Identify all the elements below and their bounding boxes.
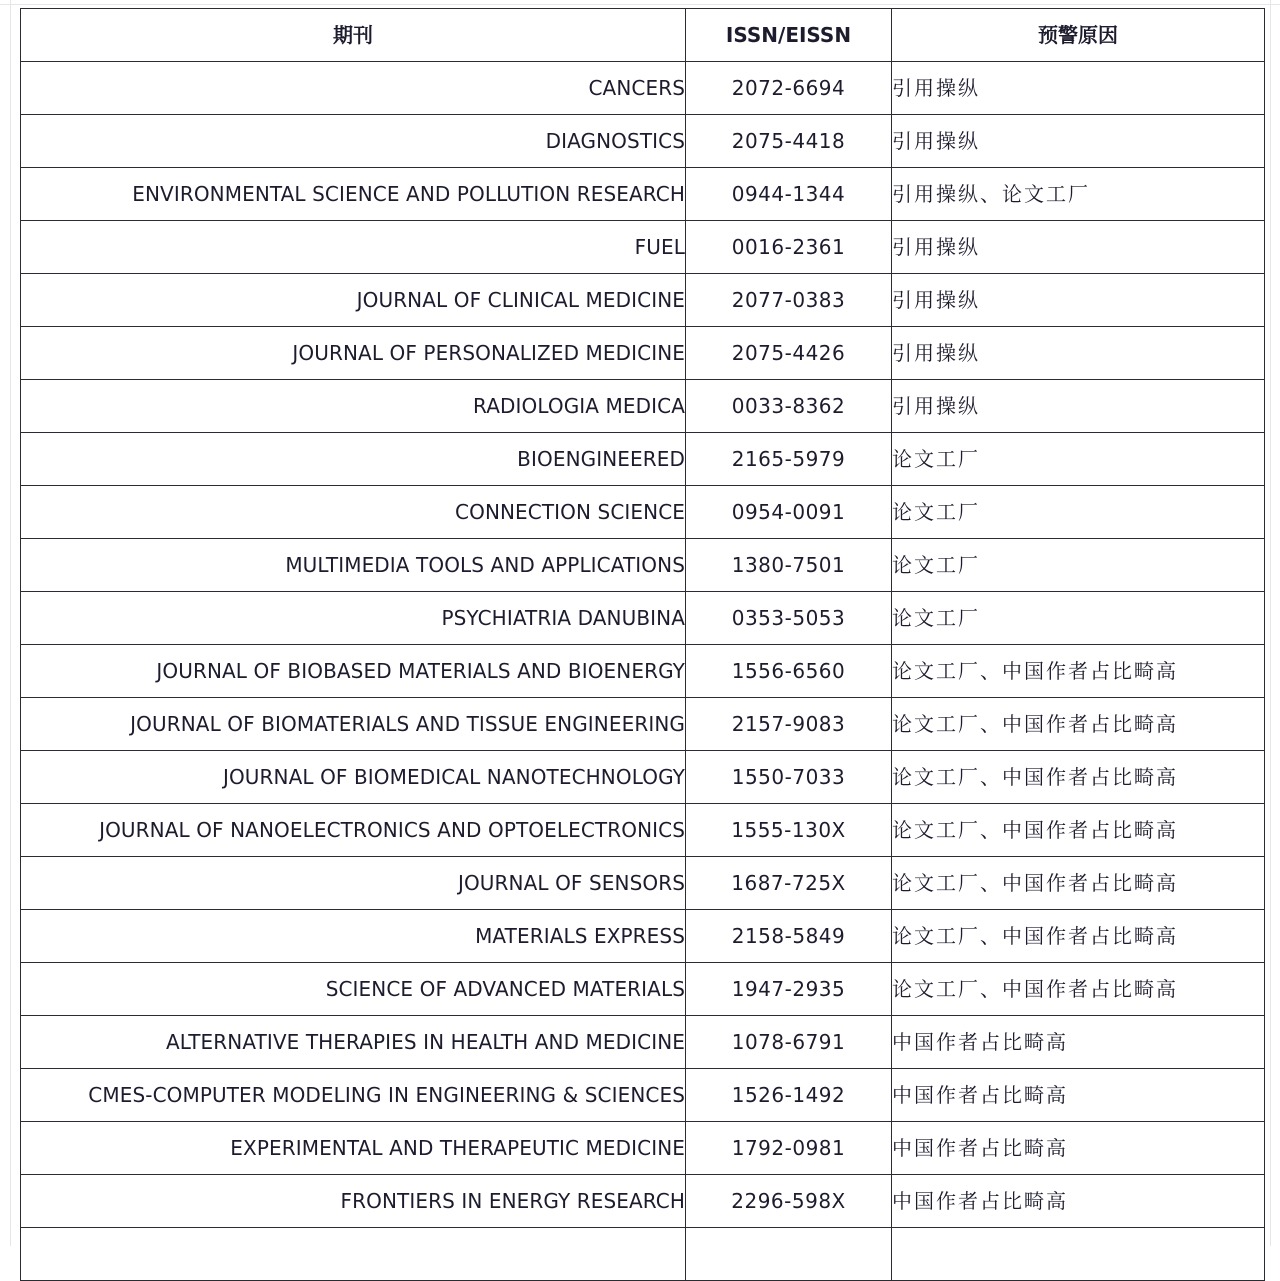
- warning-reason-cell[interactable]: 论文工厂、中国作者占比畸高: [892, 963, 1265, 1016]
- issn-cell[interactable]: 0944-1344: [686, 168, 892, 221]
- issn-cell[interactable]: 0954-0091: [686, 486, 892, 539]
- warning-reason-cell[interactable]: 论文工厂、中国作者占比畸高: [892, 698, 1265, 751]
- issn-cell[interactable]: 1526-1492: [686, 1069, 892, 1122]
- issn-cell[interactable]: 2165-5979: [686, 433, 892, 486]
- journal-name-cell[interactable]: BIOENGINEERED: [21, 433, 686, 486]
- warning-reason-cell[interactable]: 中国作者占比畸高: [892, 1175, 1265, 1228]
- table-row: [21, 62, 1265, 115]
- journal-name-cell[interactable]: CANCERS: [21, 62, 686, 115]
- table-body: [21, 62, 1265, 1281]
- table-row: [21, 1016, 1265, 1069]
- journal-name-cell[interactable]: JOURNAL OF SENSORS: [21, 857, 686, 910]
- warning-reason-cell[interactable]: 中国作者占比畸高: [892, 1069, 1265, 1122]
- table-row: [21, 698, 1265, 751]
- issn-cell[interactable]: 2157-9083: [686, 698, 892, 751]
- issn-cell[interactable]: 1556-6560: [686, 645, 892, 698]
- journal-warning-table: [20, 8, 1265, 1281]
- table-row: [21, 857, 1265, 910]
- warning-reason-cell[interactable]: 论文工厂: [892, 433, 1265, 486]
- table-row: [21, 539, 1265, 592]
- journal-name-cell[interactable]: MATERIALS EXPRESS: [21, 910, 686, 963]
- issn-cell[interactable]: 2075-4426: [686, 327, 892, 380]
- table-row: [21, 168, 1265, 221]
- issn-cell[interactable]: 2077-0383: [686, 274, 892, 327]
- table-row: [21, 1175, 1265, 1228]
- warning-reason-cell[interactable]: 论文工厂、中国作者占比畸高: [892, 857, 1265, 910]
- warning-reason-cell[interactable]: 论文工厂、中国作者占比畸高: [892, 910, 1265, 963]
- issn-cell[interactable]: 1687-725X: [686, 857, 892, 910]
- journal-name-cell[interactable]: EXPERIMENTAL AND THERAPEUTIC MEDICINE: [21, 1122, 686, 1175]
- journal-name-cell[interactable]: [21, 1228, 686, 1281]
- journal-name-cell[interactable]: FUEL: [21, 221, 686, 274]
- warning-reason-cell[interactable]: 中国作者占比畸高: [892, 1016, 1265, 1069]
- warning-reason-cell[interactable]: 论文工厂: [892, 539, 1265, 592]
- column-header-journal[interactable]: 期刊: [21, 9, 686, 62]
- issn-cell[interactable]: 1550-7033: [686, 751, 892, 804]
- warning-reason-cell[interactable]: 论文工厂: [892, 486, 1265, 539]
- warning-reason-cell[interactable]: 论文工厂、中国作者占比畸高: [892, 751, 1265, 804]
- issn-cell[interactable]: 2296-598X: [686, 1175, 892, 1228]
- warning-reason-cell[interactable]: 引用操纵: [892, 274, 1265, 327]
- table-header-row: [21, 9, 1265, 62]
- journal-name-cell[interactable]: RADIOLOGIA MEDICA: [21, 380, 686, 433]
- journal-name-cell[interactable]: CONNECTION SCIENCE: [21, 486, 686, 539]
- journal-name-cell[interactable]: FRONTIERS IN ENERGY RESEARCH: [21, 1175, 686, 1228]
- table-row: [21, 115, 1265, 168]
- table-row: [21, 274, 1265, 327]
- issn-cell[interactable]: 2075-4418: [686, 115, 892, 168]
- warning-reason-cell[interactable]: [892, 1228, 1265, 1281]
- journal-name-cell[interactable]: JOURNAL OF BIOMEDICAL NANOTECHNOLOGY: [21, 751, 686, 804]
- journal-name-cell[interactable]: ALTERNATIVE THERAPIES IN HEALTH AND MEDICINE: [21, 1016, 686, 1069]
- column-header-issn[interactable]: ISSN/EISSN: [686, 9, 892, 62]
- table-row: [21, 963, 1265, 1016]
- journal-name-cell[interactable]: JOURNAL OF NANOELECTRONICS AND OPTOELECTRONICS: [21, 804, 686, 857]
- journal-name-cell[interactable]: JOURNAL OF BIOMATERIALS AND TISSUE ENGINEERING: [21, 698, 686, 751]
- table-row: [21, 592, 1265, 645]
- warning-reason-cell[interactable]: 论文工厂: [892, 592, 1265, 645]
- issn-cell[interactable]: 1078-6791: [686, 1016, 892, 1069]
- table-row: [21, 910, 1265, 963]
- table-row: [21, 645, 1265, 698]
- sheet-gridline: [10, 0, 11, 1246]
- warning-reason-cell[interactable]: 引用操纵: [892, 62, 1265, 115]
- warning-reason-cell[interactable]: 引用操纵: [892, 221, 1265, 274]
- sheet-gridline: [0, 4, 1280, 5]
- table-row: [21, 221, 1265, 274]
- warning-reason-cell[interactable]: 引用操纵: [892, 115, 1265, 168]
- issn-cell[interactable]: 1947-2935: [686, 963, 892, 1016]
- warning-reason-cell[interactable]: 引用操纵: [892, 327, 1265, 380]
- table-row: [21, 1228, 1265, 1281]
- journal-name-cell[interactable]: SCIENCE OF ADVANCED MATERIALS: [21, 963, 686, 1016]
- table-row: [21, 1069, 1265, 1122]
- table-row: [21, 1122, 1265, 1175]
- table-row: [21, 380, 1265, 433]
- issn-cell[interactable]: 1792-0981: [686, 1122, 892, 1175]
- journal-name-cell[interactable]: JOURNAL OF PERSONALIZED MEDICINE: [21, 327, 686, 380]
- issn-cell[interactable]: 1555-130X: [686, 804, 892, 857]
- issn-cell[interactable]: [686, 1228, 892, 1281]
- journal-name-cell[interactable]: CMES-COMPUTER MODELING IN ENGINEERING & SCIENCES: [21, 1069, 686, 1122]
- journal-name-cell[interactable]: JOURNAL OF BIOBASED MATERIALS AND BIOENERGY: [21, 645, 686, 698]
- table-row: [21, 804, 1265, 857]
- journal-name-cell[interactable]: PSYCHIATRIA DANUBINA: [21, 592, 686, 645]
- table-row: [21, 327, 1265, 380]
- warning-reason-cell[interactable]: 论文工厂、中国作者占比畸高: [892, 645, 1265, 698]
- journal-name-cell[interactable]: JOURNAL OF CLINICAL MEDICINE: [21, 274, 686, 327]
- journal-name-cell[interactable]: DIAGNOSTICS: [21, 115, 686, 168]
- issn-cell[interactable]: 0016-2361: [686, 221, 892, 274]
- issn-cell[interactable]: 2072-6694: [686, 62, 892, 115]
- sheet-gridline: [1270, 0, 1271, 1246]
- issn-cell[interactable]: 1380-7501: [686, 539, 892, 592]
- issn-cell[interactable]: 0353-5053: [686, 592, 892, 645]
- column-header-reason[interactable]: 预警原因: [892, 9, 1265, 62]
- table-row: [21, 486, 1265, 539]
- journal-name-cell[interactable]: ENVIRONMENTAL SCIENCE AND POLLUTION RESEARCH: [21, 168, 686, 221]
- issn-cell[interactable]: 2158-5849: [686, 910, 892, 963]
- warning-reason-cell[interactable]: 引用操纵: [892, 380, 1265, 433]
- warning-reason-cell[interactable]: 中国作者占比畸高: [892, 1122, 1265, 1175]
- table-row: [21, 433, 1265, 486]
- issn-cell[interactable]: 0033-8362: [686, 380, 892, 433]
- warning-reason-cell[interactable]: 论文工厂、中国作者占比畸高: [892, 804, 1265, 857]
- warning-reason-cell[interactable]: 引用操纵、论文工厂: [892, 168, 1265, 221]
- journal-name-cell[interactable]: MULTIMEDIA TOOLS AND APPLICATIONS: [21, 539, 686, 592]
- table-row: [21, 751, 1265, 804]
